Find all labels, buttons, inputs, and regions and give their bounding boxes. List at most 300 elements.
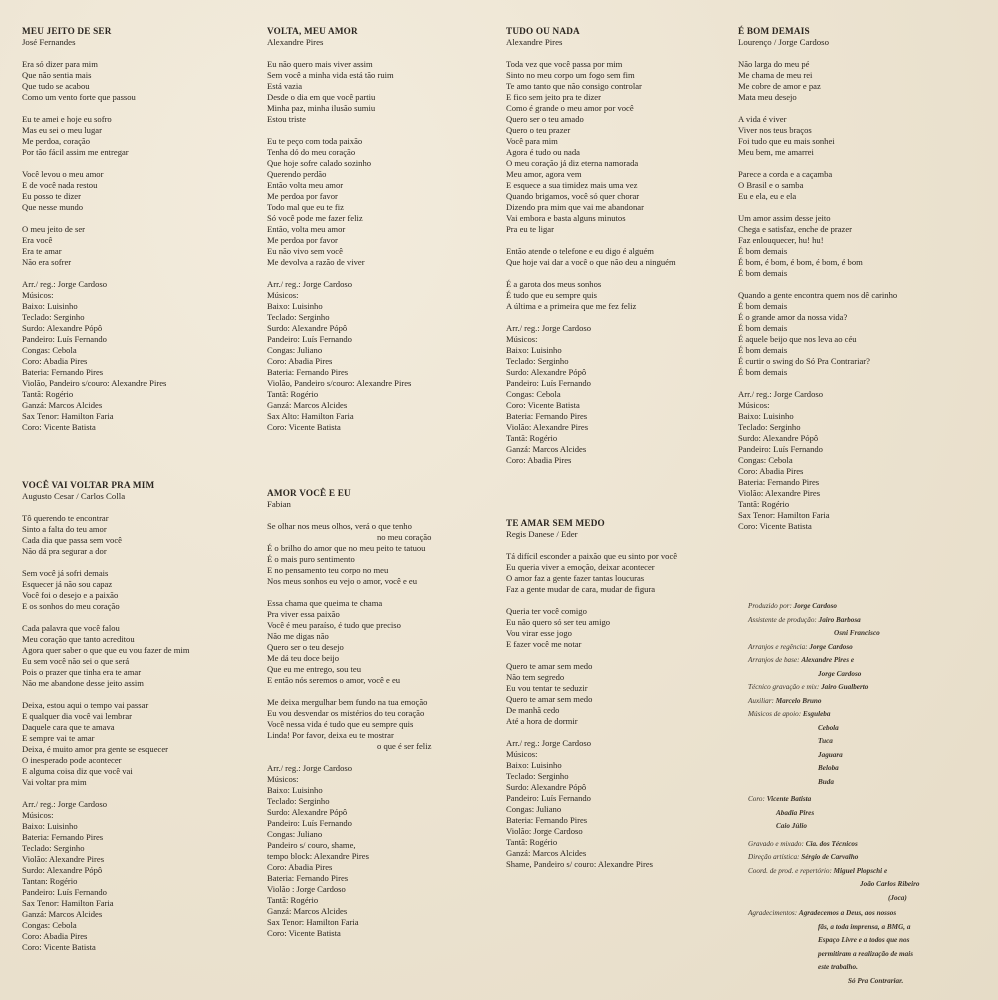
lyric-line: Violão : Jorge Cardoso (267, 884, 346, 894)
credit-name: Beloba (818, 764, 839, 772)
lyric-line: Eu vou desvendar os mistérios do teu coração (267, 708, 425, 718)
lyric-line: E no pensamento teu corpo no meu (267, 565, 389, 575)
lyric-line: O Brasil e o samba (738, 180, 804, 190)
credit-name: Jorge Cardoso (809, 642, 853, 651)
lyric-line: Congas: Cebola (22, 345, 77, 355)
stanza-gap (738, 158, 973, 169)
lyric-line: Era só dizer para mim (22, 59, 98, 69)
credit-label: Arranjos de base: (748, 656, 800, 664)
lyric-line: E fico sem jeito pra te dizer (506, 92, 601, 102)
lyric-line: Não me abandone desse jeito assim (22, 678, 144, 688)
lyric-line: Como um vento forte que passou (22, 92, 136, 102)
credit-name: Cebola (818, 723, 839, 732)
lyric-line: Arr./ reg.: Jorge Cardoso (738, 389, 824, 399)
lyric-line: Então, volta meu amor (267, 224, 346, 234)
lyric-line: Era você (22, 235, 53, 245)
lyric-line: Bateria: Fernando Pires (738, 477, 820, 487)
lyric-line: Pandeiro: Luís Fernando (22, 334, 107, 344)
lyric-line: Minha paz, minha ilusão sumiu (267, 103, 376, 113)
lyric-line: Bateria: Fernando Pires (506, 815, 588, 825)
credit-label: Técnico gravação e mix: (748, 683, 820, 691)
lyric-line: Agora é tudo ou nada (506, 147, 580, 157)
lyric-line: Vai embora e basta alguns minutos (506, 213, 626, 223)
lyric-line: Congas: Cebola (506, 389, 561, 399)
lyric-line: Baixo: Luisinho (267, 301, 323, 311)
lyric-line: Teclado: Serginho (22, 312, 85, 322)
lyric-line: Linda! Por favor, deixa eu te mostrar (267, 730, 394, 740)
lyric-line: Músicos: (267, 774, 299, 784)
song-block (738, 26, 973, 532)
lyric-line: Que hoje vai dar a você o que não deu a ninguém (506, 257, 676, 267)
song-block (267, 26, 502, 433)
credit-label: Gravado e mixado: (748, 839, 804, 848)
stanza-gap (738, 279, 973, 290)
lyric-line: Não larga do meu pé (738, 59, 810, 69)
lyric-line: Que tudo se acabou (22, 81, 90, 91)
lyric-line: Você foi o desejo e a paixão (22, 590, 119, 600)
lyric-line: Está vazia (267, 81, 303, 91)
stanza-gap (506, 235, 741, 246)
lyric-line: Tantã: Rogério (506, 433, 558, 443)
stanza-gap (506, 650, 741, 661)
lyric-line: Querendo perdão (267, 169, 327, 179)
song-title: VOLTA, MEU AMOR (267, 26, 358, 36)
credit-name: Caio Júlio (776, 822, 807, 830)
lyric-line: Sinto a falta do teu amor (22, 524, 107, 534)
stanza-gap (506, 595, 741, 606)
lyric-line: Shame, Pandeiro s/ couro: Alexandre Pires (506, 859, 654, 869)
lyric-line: Desde o dia em que você partiu (267, 92, 376, 102)
lyric-line: Arr./ reg.: Jorge Cardoso (267, 763, 353, 773)
lyric-line: Toda vez que você passa por mim (506, 59, 623, 69)
lyric-line: Violão: Alexandre Pires (738, 488, 821, 498)
lyric-line: Quero te amar sem medo (506, 694, 593, 704)
lyric-line: Deixa, é muito amor pra gente se esquecer (22, 744, 169, 754)
lyric-line: É a garota dos meus sonhos (506, 279, 602, 289)
credit-label: Assistente de produção: (748, 615, 817, 624)
lyric-line: Sax Tenor: Hamilton Faria (22, 898, 114, 908)
lyric-line: Não me digas não (267, 631, 329, 641)
lyric-line: Te amo tanto que não consigo controlar (506, 81, 642, 91)
credit-name: Jairo Gualberto (821, 683, 869, 691)
lyric-line: Quero ser o teu desejo (267, 642, 344, 652)
credit-label: Coro: (748, 795, 765, 803)
lyric-line: Parece a corda e a caçamba (738, 169, 833, 179)
lyric-line: Vou virar esse jogo (506, 628, 572, 638)
lyric-line: É o brilho do amor que no meu peito te tatuou (267, 543, 426, 553)
lyric-line: Esquecer já não sou capaz (22, 579, 113, 589)
song-block (22, 480, 257, 953)
song-block (506, 518, 741, 870)
lyric-line: Bateria: Fernando Pires (22, 367, 104, 377)
lyric-line: É curtir o swing do Só Pra Contrariar? (738, 356, 870, 366)
lyric-line: Sax Tenor: Hamilton Faria (738, 510, 830, 520)
lyric-line: E fazer você me notar (506, 639, 582, 649)
lyric-line: Meu amor, agora vem (506, 169, 582, 179)
lyric-line: Tantã: Rogério (738, 499, 790, 509)
lyric-line: Quando brigamos, você só quer chorar (506, 191, 640, 201)
lyric-line: Baixo: Luisinho (738, 411, 794, 421)
lyric-line: Quero te amar sem medo (506, 661, 593, 671)
lyric-line: Coro: Abadia Pires (738, 466, 804, 476)
lyric-line: Meu bem, me amarrei (738, 147, 814, 157)
stanza-gap (22, 557, 257, 568)
lyric-line: Congas: Cebola (738, 455, 793, 465)
song-author: Lourenço / Jorge Cardoso (738, 37, 829, 47)
song-author: Fabian (267, 499, 291, 509)
lyric-line: Eu queria viver a emoção, deixar acontecer (506, 562, 655, 572)
song-author: Alexandre Pires (506, 37, 563, 47)
stanza-gap (22, 788, 257, 799)
lyric-line: O inesperado pode acontecer (22, 755, 122, 765)
lyric-line: Pandeiro: Luís Fernando (506, 793, 591, 803)
lyric-line: Músicos: (738, 400, 770, 410)
lyric-line: É bom, é bom, é bom, é bom, é bom (738, 257, 863, 267)
lyric-line: Surdo: Alexandre Pópô (506, 782, 587, 792)
lyric-line: Quero ser o teu amado (506, 114, 584, 124)
stanza-gap (22, 612, 257, 623)
lyric-line: Pandeiro s/ couro, shame, (267, 840, 356, 850)
lyric-line: Músicos: (506, 749, 538, 759)
lyric-line: Tantã: Rogério (267, 895, 319, 905)
lyric-line: Baixo: Luisinho (506, 345, 562, 355)
lyric-line: Pandeiro: Luís Fernando (738, 444, 823, 454)
lyric-line: O amor faz a gente fazer tantas loucuras (506, 573, 645, 583)
lyric-line: Surdo: Alexandre Pópô (267, 323, 348, 333)
lyric-line: Não tem segredo (506, 672, 565, 682)
lyric-line: Congas: Juliano (267, 345, 323, 355)
stanza-gap (267, 125, 502, 136)
lyric-line: Sem você já sofri demais (22, 568, 109, 578)
song-title: MEU JEITO DE SER (22, 26, 112, 36)
lyric-line: Então volta meu amor (267, 180, 344, 190)
lyric-line: Coro: Abadia Pires (22, 931, 88, 941)
lyric-line: É bom demais (738, 301, 788, 311)
credit-label: Coord. de prod. e repertório: (748, 866, 832, 875)
stanza-gap (22, 158, 257, 169)
lyric-line: Cada palavra que você falou (22, 623, 120, 633)
lyric-line: Pandeiro: Luís Fernando (267, 818, 352, 828)
lyric-line: Baixo: Luisinho (267, 785, 323, 795)
lyric-line: Mata meu desejo (738, 92, 797, 102)
lyric-line: no meu coração (377, 532, 432, 542)
lyric-line: Violão, Pandeiro s/couro: Alexandre Pires (22, 378, 167, 388)
lyric-line: E então nós seremos o amor, você e eu (267, 675, 401, 685)
lyric-line: Ganzá: Marcos Alcides (506, 444, 587, 454)
stanza-gap (738, 103, 973, 114)
song-block (506, 26, 741, 466)
lyric-line: Coro: Vicente Batista (22, 422, 96, 432)
lyric-line: O meu jeito de ser (22, 224, 86, 234)
lyric-line: Teclado: Serginho (267, 312, 330, 322)
credit-name: Esguleba (802, 710, 831, 718)
lyric-line: Tá difícil esconder a paixão que eu sinto por você (506, 551, 678, 561)
stanza-gap (506, 312, 741, 323)
lyric-line: Teclado: Serginho (506, 771, 569, 781)
lyric-line: E sempre vai te amar (22, 733, 95, 743)
lyric-line: Pra eu te ligar (506, 224, 554, 234)
credit-name: fãs, a toda imprensa, a BMG, a (818, 922, 911, 931)
lyric-line: Bateria: Fernando Pires (506, 411, 588, 421)
lyric-line: Que não sentia mais (22, 70, 92, 80)
credit-signature: Só Pra Contrariar. (848, 976, 904, 985)
lyric-line: Agora quer saber o que que eu vou fazer de mim (22, 645, 190, 655)
lyric-line: Arr./ reg.: Jorge Cardoso (267, 279, 353, 289)
lyric-line: A vida é viver (738, 114, 787, 124)
lyric-line: Não era sofrer (22, 257, 72, 267)
lyric-line: o que é ser feliz (377, 741, 432, 751)
lyric-line: Baixo: Luisinho (22, 821, 78, 831)
lyric-line: Viver nos teus braços (738, 125, 812, 135)
credit-label: Direção artística: (748, 853, 800, 861)
song-title: TUDO OU NADA (506, 26, 580, 36)
credit-name: este trabalho. (818, 963, 858, 971)
lyric-line: Tô querendo te encontrar (22, 513, 109, 523)
lyric-line: Arr./ reg.: Jorge Cardoso (22, 799, 108, 809)
lyric-line: E esquece a sua timidez mais uma vez (506, 180, 638, 190)
stanza-gap (267, 587, 502, 598)
lyric-line: Meu coração que tanto acreditou (22, 634, 135, 644)
lyric-line: Você é meu paraíso, é tudo que preciso (267, 620, 401, 630)
lyric-line: Coro: Vicente Batista (22, 942, 96, 952)
lyric-line: Deixa, estou aqui o tempo vai passar (22, 700, 149, 710)
credit-name: Jorge Cardoso (818, 669, 862, 678)
credit-name: Miguel Plopschi e (833, 866, 888, 875)
lyric-line: Faz a gente mudar de cara, mudar de figura (506, 584, 656, 594)
lyric-line: Coro: Abadia Pires (267, 356, 333, 366)
lyric-line: Que eu me entrego, sou teu (267, 664, 362, 674)
lyric-line: Violão: Alexandre Pires (506, 422, 589, 432)
lyric-line: Coro: Abadia Pires (267, 862, 333, 872)
credit-name: Marcelo Bruno (775, 696, 822, 705)
lyric-line: Nos meus sonhos eu vejo o amor, você e eu (267, 576, 418, 586)
lyric-line: Um amor assim desse jeito (738, 213, 831, 223)
lyric-line: Surdo: Alexandre Pópô (738, 433, 819, 443)
lyric-line: Ganzá: Marcos Alcides (506, 848, 587, 858)
lyric-line: Congas: Cebola (22, 920, 77, 930)
stanza-gap (267, 686, 502, 697)
stanza-gap (506, 268, 741, 279)
lyric-line: Violão, Pandeiro s/couro: Alexandre Pires (267, 378, 412, 388)
lyric-line: Surdo: Alexandre Pópô (22, 323, 103, 333)
credit-name: Agradecemos a Deus, aos nossos (798, 909, 897, 917)
credit-name: Vicente Batista (766, 795, 812, 803)
lyric-line: Músicos: (22, 290, 54, 300)
credit-label: Agradecimentos: (748, 909, 798, 917)
credit-name: Jairo Barbosa (818, 615, 861, 624)
lyric-line: Até a hora de dormir (506, 716, 578, 726)
lyric-line: Me devolva a razão de viver (267, 257, 365, 267)
lyric-line: Tantã: Rogério (506, 837, 558, 847)
lyric-line: Só você pode me fazer feliz (267, 213, 363, 223)
lyric-line: Você nessa vida é tudo que eu sempre quis (267, 719, 414, 729)
lyric-line: É aquele beijo que nos leva ao céu (738, 334, 857, 344)
lyric-line: Me dá teu doce beijo (267, 653, 340, 663)
credit-label: Músicos de apoio: (748, 710, 802, 718)
lyric-line: Eu te peço com toda paixão (267, 136, 363, 146)
lyric-line: Me perdoa, coração (22, 136, 90, 146)
lyric-line: Sax Tenor: Hamilton Faria (267, 917, 359, 927)
lyric-line: Eu não quero mais viver assim (267, 59, 373, 69)
lyric-line: Faz enlouquecer, hu! hu! (738, 235, 824, 245)
credit-label: Produzido por: (748, 602, 792, 610)
lyric-line: Eu te amei e hoje eu sofro (22, 114, 112, 124)
lyric-line: Coro: Abadia Pires (506, 455, 572, 465)
lyric-line: Coro: Vicente Batista (738, 521, 812, 531)
lyric-line: Vai voltar pra mim (22, 777, 87, 787)
lyric-line: Me perdoa por favor (267, 191, 338, 201)
lyric-line: Teclado: Serginho (738, 422, 801, 432)
lyric-line: Me deixa mergulhar bem fundo na tua emoção (267, 697, 428, 707)
stanza-gap (267, 752, 502, 763)
lyric-line: Daquele cara que te amava (22, 722, 115, 732)
song-author: Regis Danese / Eder (506, 529, 578, 539)
lyric-line: Pandeiro: Luís Fernando (267, 334, 352, 344)
lyric-line: Me chama de meu rei (738, 70, 813, 80)
lyric-line: Tantã: Rogério (22, 389, 74, 399)
lyric-line: Eu posso te dizer (22, 191, 81, 201)
lyric-line: É o grande amor da nossa vida? (738, 312, 848, 322)
lyric-line: Se olhar nos meus olhos, verá o que tenho (267, 521, 412, 531)
stanza-gap (738, 202, 973, 213)
lyric-line: Congas: Juliano (506, 804, 562, 814)
lyric-line: Você levou o meu amor (22, 169, 104, 179)
lyric-line: Teclado: Serginho (22, 843, 85, 853)
credit-name: Abadia Pires (776, 808, 815, 817)
lyric-line: Por tão fácil assim me entregar (22, 147, 129, 157)
lyric-line: Estou triste (267, 114, 306, 124)
lyric-line: Congas: Juliano (267, 829, 323, 839)
lyric-line: E de você nada restou (22, 180, 98, 190)
lyric-line: Baixo: Luisinho (22, 301, 78, 311)
lyric-line: Chega e satisfaz, enche de prazer (738, 224, 853, 234)
lyric-line: Como é grande o meu amor por você (506, 103, 634, 113)
lyric-line: Sinto no meu corpo um fogo sem fim (506, 70, 635, 80)
lyric-line: Teclado: Serginho (506, 356, 569, 366)
lyric-line: É bom demais (738, 367, 788, 377)
lyric-line: Sax Tenor: Hamilton Faria (22, 411, 114, 421)
credit-name: Buda (818, 777, 834, 786)
lyric-line: Essa chama que queima te chama (267, 598, 383, 608)
lyric-line: Quero o teu prazer (506, 125, 571, 135)
lyric-line: Todo mal que eu te fiz (267, 202, 344, 212)
stanza-gap (22, 689, 257, 700)
song-author: Alexandre Pires (267, 37, 324, 47)
lyric-line: Ganzá: Marcos Alcides (22, 400, 103, 410)
lyric-line: Coro: Abadia Pires (22, 356, 88, 366)
lyric-line: Músicos: (506, 334, 538, 344)
song-title: VOCÊ VAI VOLTAR PRA MIM (22, 480, 155, 490)
lyric-line: Me perdoa por favor (267, 235, 338, 245)
lyric-line: O meu coração já diz eterna namorada (506, 158, 639, 168)
stanza-gap (22, 268, 257, 279)
lyric-line: Surdo: Alexandre Pópô (267, 807, 348, 817)
lyric-line: É bom demais (738, 345, 788, 355)
lyric-line: Coro: Vicente Batista (506, 400, 580, 410)
lyric-line: E qualquer dia você vai lembrar (22, 711, 132, 721)
lyric-line: Músicos: (267, 290, 299, 300)
credit-name: Sérgio de Carvalho (801, 853, 859, 861)
lyric-line: Coro: Vicente Batista (267, 422, 341, 432)
lyric-line: Pra viver essa paixão (267, 609, 340, 619)
lyric-line: Tenha dó do meu coração (267, 147, 356, 157)
lyric-line: Teclado: Serginho (267, 796, 330, 806)
lyric-line: Coro: Vicente Batista (267, 928, 341, 938)
lyric-line: Então atende o telefone e eu digo é alguém (506, 246, 654, 256)
song-block (22, 26, 257, 433)
lyric-line: Ganzá: Marcos Alcides (267, 400, 348, 410)
lyric-line: Ganzá: Marcos Alcides (22, 909, 103, 919)
lyric-line: Violão: Alexandre Pires (22, 854, 105, 864)
lyric-line: Quando a gente encontra quem nos dê carinho (738, 290, 898, 300)
lyric-line: E alguma coisa diz que você vai (22, 766, 133, 776)
song-title: TE AMAR SEM MEDO (506, 518, 605, 528)
lyric-line: Violão: Jorge Cardoso (506, 826, 583, 836)
lyric-line: Queria ter você comigo (506, 606, 587, 616)
lyric-line: Arr./ reg.: Jorge Cardoso (506, 323, 592, 333)
lyric-line: Que hoje sofre calado sozinho (267, 158, 372, 168)
song-author: Augusto Cesar / Carlos Colla (22, 491, 126, 501)
lyric-line: Eu não quero só ser teu amigo (506, 617, 611, 627)
lyric-line: Eu e ela, eu e ela (738, 191, 797, 201)
lyric-line: Bateria: Fernando Pires (267, 873, 349, 883)
lyric-line: Você para mim (506, 136, 558, 146)
credit-label: Arranjos e regência: (748, 642, 808, 651)
credit-name: Cia. dos Técnicos (805, 839, 858, 848)
lyric-line: Sem você a minha vida está tão ruim (267, 70, 394, 80)
lyric-line: Mas eu sei o meu lugar (22, 125, 102, 135)
lyric-line: De manhã cedo (506, 705, 560, 715)
credit-name: Jaguara (818, 750, 843, 759)
album-credits (748, 600, 988, 988)
credit-name: Alexandre Pires e (801, 656, 855, 664)
credit-name: João Carlos Ribeiro (860, 880, 920, 888)
lyric-line: Baixo: Luisinho (506, 760, 562, 770)
stanza-gap (506, 727, 741, 738)
credit-name: Osni Francisco (834, 629, 880, 637)
lyric-line: Eu sem você não sei o que será (22, 656, 130, 666)
song-title: AMOR VOCÊ E EU (267, 488, 351, 498)
lyric-line: Arr./ reg.: Jorge Cardoso (506, 738, 592, 748)
lyric-line: Surdo: Alexandre Pópô (22, 865, 103, 875)
lyric-line: Pandeiro: Luís Fernando (506, 378, 591, 388)
lyric-line: Me cobre de amor e paz (738, 81, 821, 91)
lyric-line: Tantã: Rogério (267, 389, 319, 399)
credit-name: (Joca) (888, 893, 907, 902)
lyric-line: Dizendo pra mim que vai me abandonar (506, 202, 644, 212)
lyric-line: Foi tudo que eu mais sonhei (738, 136, 835, 146)
credit-name: permitiram a realização de mais (818, 949, 914, 958)
lyric-line: Bateria: Fernando Pires (267, 367, 349, 377)
lyric-line: Eu não vivo sem você (267, 246, 343, 256)
lyric-line: Músicos: (22, 810, 54, 820)
song-block (267, 488, 502, 939)
lyric-line: Eu vou tentar te seduzir (506, 683, 588, 693)
lyric-line: É bom demais (738, 246, 788, 256)
lyric-line: Pandeiro: Luís Fernando (22, 887, 107, 897)
lyric-line: tempo block: Alexandre Pires (267, 851, 369, 861)
lyric-line: É o mais puro sentimento (267, 554, 355, 564)
lyric-line: Pois o prazer que tinha era te amar (22, 667, 142, 677)
lyric-line: Surdo: Alexandre Pópô (506, 367, 587, 377)
stanza-gap (738, 378, 973, 389)
credit-name: Tuca (818, 737, 833, 745)
lyric-line: Bateria: Fernando Pires (22, 832, 104, 842)
credit-name: Espaço Livre e a todos que nos (818, 936, 910, 944)
song-title: É BOM DEMAIS (738, 26, 810, 36)
lyric-line: Era te amar (22, 246, 62, 256)
stanza-gap (22, 103, 257, 114)
